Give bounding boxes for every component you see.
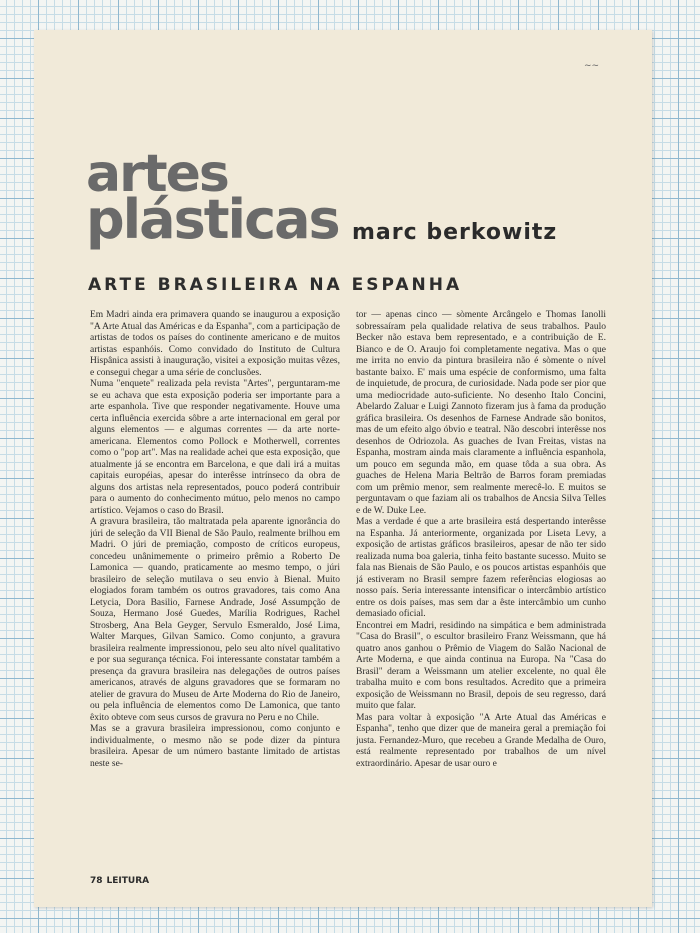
paragraph: tor — apenas cinco — sòmente Arcângelo e Thomas Ianolli sobressaíram pela qualidade relativa de seus trabalhos. Paulo Becker não estava bem representado, e a contribuição de E. Bianco e de O. Araujo foi completamente negativa. Mas o que me irrita no envio da pintura brasileira não é sòmente o nível bastante baixo. E' mais uma espécie de conformismo, uma falta de inquietude, de procura, de curiosidade. Nada pode ser pior que uma mediocridade auto-suficiente. No desenho Italo Concini, Abelardo Zaluar e Luigi Zannoto fizeram jus à fama da produção gráfica brasileira. Os desenhos de Farnese Andrade são bonitos, mas de um efeito algo óbvio e teatral. Não descobri interêsse nos desenhos de Odriozola. As guaches de Ivan Freitas, vistas na Espanha, mostram ainda mais claramente a influência espanhola, um pouco em segunda mão, em quase tôda a sua obra. As guaches de Helena Maria Beltrão de Barros foram premiadas com um prêmio menor, sem realmente merecê-lo. E muitos se perguntavam o que faziam ali os trabalhos de Ancsia Silva Telles e de W. Duke Lee.	[356, 310, 606, 516]
paragraph: Em Madri ainda era primavera quando se inaugurou a exposição "A Arte Atual das Américas e da Espanha", com a participação de artistas de todos os países do continente americano e de muitos artistas espanhóis. Como convidado do Instituto de Cultura Hispânica assisti à inauguração, visitei a exposição muitas vêzes, e consegui chegar a uma série de conclusões.	[90, 310, 340, 378]
section-title-line1: artes	[86, 144, 228, 204]
paragraph: Mas se a gravura brasileira impressionou, como conjunto e individualmente, o mesmo não se pode dizer da pintura brasileira. Apesar de um número bastante limitado de artistas neste se-	[90, 724, 340, 769]
magazine-name: LEITURA	[106, 876, 150, 886]
article-headline: ARTE BRASILEIRA NA ESPANHA	[88, 275, 463, 295]
magazine-page	[34, 30, 652, 907]
paragraph: Numa "enquete" realizada pela revista "Artes", perguntaram-me se eu achava que esta exposição poderia ser importante para a arte espanhola. Tive que responder negativamente. Houve uma certa influência exercida sôbre a arte internacional em geral por alguns elementos — e algumas correntes — da arte norte-americana. Elementos como Pollock e Motherwell, correntes como o "pop art". Mas na realidade achei que esta exposição, que atualmente já se encontra em Barcelona, e que dali irá a muitas capitais européias, apesar do interêsse intrínseco da obra de alguns dos artistas nela representados, pouco poderá contribuir para o aumento do conhecimento mútuo, pelo menos no campo artístico. Vejamos o caso do Brasil.	[90, 379, 340, 516]
column-right	[356, 310, 606, 865]
paragraph: Mas para voltar à exposição "A Arte Atual das Américas e Espanha", tenho que dizer que de maneira geral a premiação foi justa. Fernandez-Muro, que recebeu a Grande Medalha de Ouro, está realmente representado por trabalhos de um nível extraordinário. Apesar de usar ouro e	[356, 712, 606, 769]
handwritten-mark: ~~	[584, 61, 600, 71]
page-footer	[90, 876, 149, 886]
page-number: 78	[90, 876, 103, 886]
column-left	[90, 310, 340, 865]
paragraph: Encontrei em Madri, residindo na simpática e bem administrada "Casa do Brasil", o escultor brasileiro Franz Weissmann, que há quatro anos ganhou o Prêmio de Viagem do Salão Nacional de Arte Moderna, e que ainda continua na Europa. Na "Casa do Brasil" deram a Weissmann um atelier excelente, no qual êle trabalha muito e com bons resultados. Acredito que a primeira exposição de Weissmann no Brasil, depois de seu regresso, dará muito que falar.	[356, 620, 606, 711]
author-name: marc berkowitz	[352, 220, 558, 245]
paragraph: A gravura brasileira, tão maltratada pela aparente ignorância do júri de seleção da VII Bienal de São Paulo, realmente brilhou em Madri. O júri de premiação, composto de críticos europeus, concedeu unânimemente o primeiro prêmio a Roberto De Lamonica — quando, praticamente ao mesmo tempo, o júri brasileiro de seleção mutilava o seu envio à Bienal. Muito elogiados foram também os outros gravadores, tais como Ana Letycia, Dora Basilio, Farnese Andrade, José Assumpção de Souza, Hermano José Guedes, Marília Rodrigues, Rachel Strosberg, Ana Bela Geyger, Servulo Esmeraldo, José Lima, Walter Marques, Gilvan Samico. Como conjunto, a gravura brasileira realmente impressionou, pelo seu alto nível qualitativo e por sua segurança técnica. Foi interessante constatar também a presença da gravura brasileira nas delegações de outros países americanos, através de alguns gravadores que se formaram no atelier de gravura do Museu de Arte Moderna do Rio de Janeiro, ou pela influência de elementos como De Lamonica, que tanto êxito obteve com seus cursos de gravura no Peru e no Chile.	[90, 517, 340, 723]
section-title-line2: plásticas	[86, 188, 339, 251]
paragraph: Mas a verdade é que a arte brasileira está despertando interêsse na Espanha. Já anteriormente, organizada por Liseta Levy, a exposição de artistas gráficos brasileiros, apesar de não ter sido realizada numa boa galeria, tinha feito bastante sucesso. Muito se fala nas Bienais de São Paulo, e os poucos artistas espanhóis que já estiveram no Brasil sempre fazem referências elogiosas ao nosso país. Seria interessante intensificar o intercâmbio artístico entre os dois países, mas sem dar a êste intercâmbio um cunho demasiado oficial.	[356, 517, 606, 619]
